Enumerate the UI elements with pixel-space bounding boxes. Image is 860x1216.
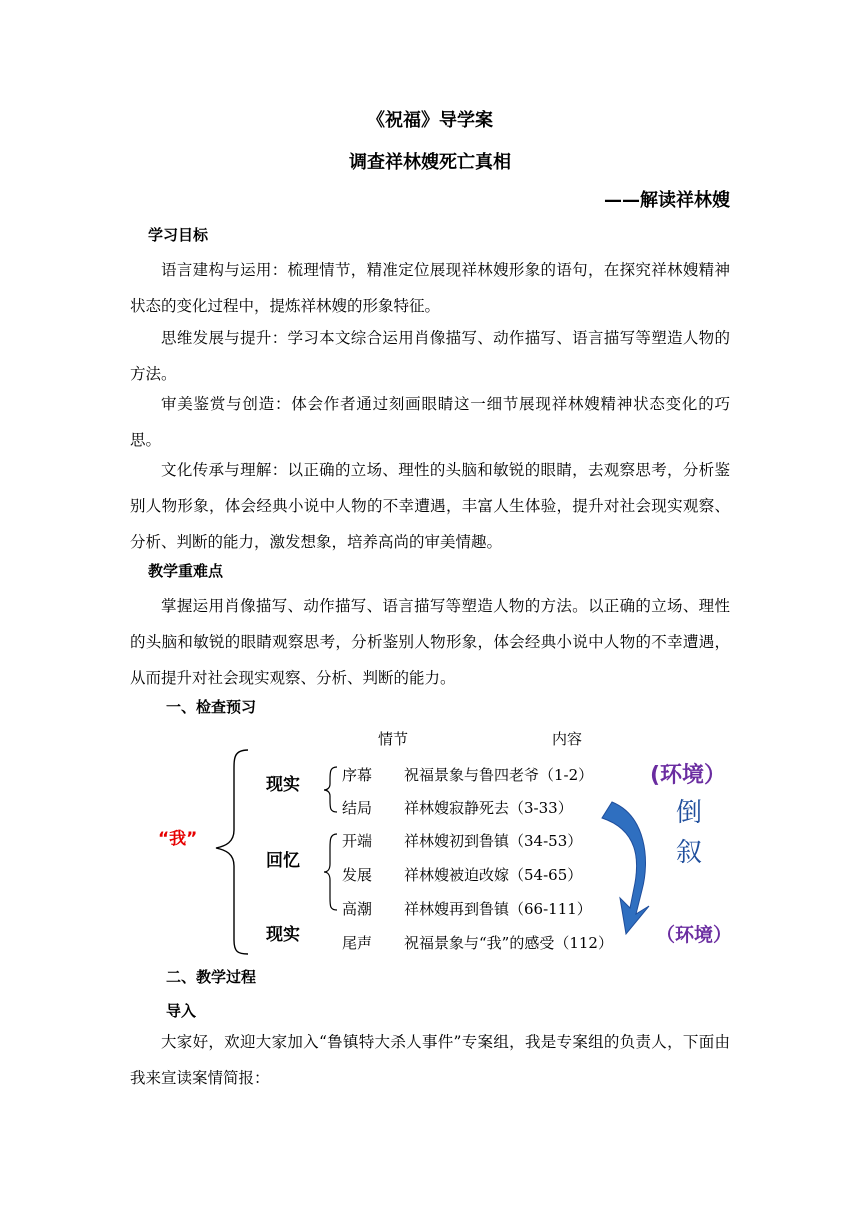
plot-segment: 发展: [342, 866, 373, 884]
flashback-char-2: 叙: [676, 838, 703, 868]
section1-heading: 一、检查预习: [166, 698, 257, 716]
plot-segment: 高潮: [342, 900, 373, 918]
column-header-content: 内容: [552, 730, 583, 748]
intro-paragraph: 大家好，欢迎大家加入“鲁镇特大杀人事件”专案组，我是专案组的负责人，下面由我来宣读案情简报：: [130, 1033, 730, 1087]
key-points-heading: 教学重难点: [148, 562, 224, 580]
plot-content: 祝福景象与“我”的感受（112）: [404, 934, 613, 952]
stage-memory: 回忆: [266, 851, 300, 871]
narrator-label: “我”: [158, 829, 198, 849]
plot-content: 祝福景象与鲁四老爷（1-2）: [404, 766, 594, 784]
main-brace: [216, 750, 248, 954]
flashback-arrow: [602, 802, 649, 934]
plot-segment: 结局: [342, 799, 373, 817]
memory-brace: [324, 834, 337, 910]
key-points-paragraph: 掌握运用肖像描写、动作描写、语言描写等塑造人物的方法。以正确的立场、理性的头脑和敏锐的眼睛观察思考，分析鉴别人物形象，体会经典小说中人物的不幸遭遇，从而提升对社会现实观察、分析、判断的能力。: [130, 597, 730, 687]
reality-brace-1: [324, 767, 337, 812]
environment-label-bottom: （环境）: [656, 924, 733, 946]
objectives-heading: 学习目标: [148, 226, 209, 244]
flashback-char-1: 倒: [676, 798, 703, 828]
plot-segment: 开端: [342, 832, 373, 850]
document-byline: ——解读祥林嫂: [604, 190, 730, 211]
objective-paragraph-4: 文化传承与理解：以正确的立场、理性的头脑和敏锐的眼睛，去观察思考，分析鉴别人物形象，体会经典小说中人物的不幸遭遇，丰富人生体验，提升对社会现实观察、分析、判断的能力，激发想象，培养高尚的审美情趣。: [130, 461, 730, 551]
objective-paragraph-1: 语言建构与运用：梳理情节，精准定位展现祥林嫂形象的语句，在探究祥林嫂精神状态的变化过程中，提炼祥林嫂的形象特征。: [130, 261, 730, 315]
stage-reality-2: 现实: [266, 925, 300, 945]
objective-paragraph-2: 思维发展与提升：学习本文综合运用肖像描写、动作描写、语言描写等塑造人物的方法。: [130, 329, 730, 383]
plot-segment: 序幕: [342, 766, 373, 784]
plot-content: 祥林嫂被迫改嫁（54-65）: [404, 866, 583, 884]
intro-heading: 导入: [166, 1002, 197, 1020]
plot-content: 祥林嫂初到鲁镇（34-53）: [404, 832, 583, 850]
plot-structure-diagram: [0, 720, 860, 970]
document-title: 《祝福》导学案: [367, 110, 493, 131]
objective-paragraph-3: 审美鉴赏与创造：体会作者通过刻画眼睛这一细节展现祥林嫂精神状态变化的巧思。: [130, 395, 730, 449]
plot-content: 祥林嫂寂静死去（3-33）: [404, 799, 573, 817]
environment-label-top: (环境）: [650, 763, 727, 788]
stage-reality-1: 现实: [266, 775, 300, 795]
section2-heading: 二、教学过程: [166, 968, 257, 986]
column-header-plot: 情节: [378, 730, 409, 748]
document-subtitle: 调查祥林嫂死亡真相: [349, 152, 511, 173]
plot-segment: 尾声: [342, 934, 373, 952]
plot-content: 祥林嫂再到鲁镇（66-111）: [404, 900, 592, 918]
